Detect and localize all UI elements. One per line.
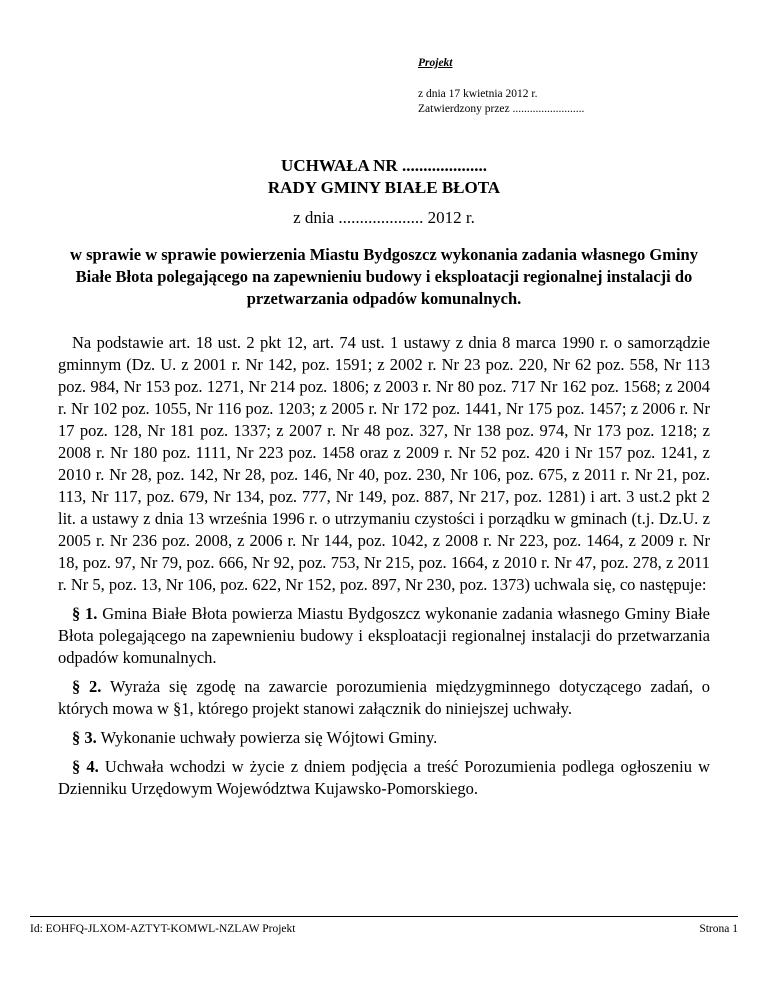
title-line-2: RADY GMINY BIAŁE BŁOTA (267, 178, 501, 197)
paragraph-2 (58, 676, 710, 720)
paragraph-number: § 2. (72, 677, 102, 696)
paragraph-text: Wykonanie uchwały powierza się Wójtowi Gminy. (96, 728, 438, 747)
paragraph-text: Wyraża się zgodę na zawarcie porozumienia międzygminnego dotyczącego zadań, o których mowa w §1, którego projekt stanowi załącznik do niniejszej uchwały. (58, 677, 711, 718)
paragraph-3 (58, 727, 710, 749)
footer-divider (30, 916, 738, 917)
paragraph-text: Gmina Białe Błota powierza Miastu Bydgoszcz wykonanie zadania własnego Gminy Białe Błota polegającego na zapewnieniu budowy i eksploatacji regionalnej instalacji do przetwarzania odpadów komunalnych. (58, 604, 711, 667)
resolution-title (0, 155, 768, 199)
paragraph-1 (58, 603, 710, 669)
footer-document-id: Id: EOHFQ-JLXOM-AZTYT-KOMWL-NZLAW Projekt (30, 923, 296, 935)
projekt-label: Projekt (418, 57, 453, 69)
paragraph-number: § 3. (72, 728, 97, 747)
paragraph-number: § 1. (72, 604, 98, 623)
footer-page-number: Strona 1 (699, 923, 738, 935)
paragraph-4 (58, 756, 710, 800)
header-approved: Zatwierdzony przez ......................... (418, 103, 585, 115)
resolution-body (58, 332, 710, 807)
preamble: Na podstawie art. 18 ust. 2 pkt 12, art. 74 ust. 1 ustawy z dnia 8 marca 1990 r. o samorządzie gminnym (Dz. U. z 2001 r. Nr 142, poz. 1591; z 2002 r. Nr 23 poz. 220, Nr 62 poz. 558, Nr 113 poz. 984, Nr 153 poz. 1271, Nr 214 poz. 1806; z 2003 r. Nr 80 poz. 717 Nr 162 poz. 1568; z 2004 r. Nr 102 poz. 1055, Nr 116 poz. 1203; z 2005 r. Nr 172 poz. 1441, Nr 175 poz. 1457; z 2006 r. Nr 17 poz. 128, Nr 181 poz. 1337; z 2007 r. Nr 48 poz. 327, Nr 138 poz. 974, Nr 173 poz. 1218; z 2008 r. Nr 180 poz. 1111, Nr 223 poz. 1458 oraz z 2009 r. Nr 52 poz. 420 i Nr 157 poz. 1241, z 2010 r. Nr 28, poz. 142, Nr 28, poz. 146, Nr 40, poz. 230, Nr 106, poz. 675, z 2011 r. Nr 21, poz. 113, Nr 117, poz. 679, Nr 134, poz. 777, Nr 149, poz. 887, Nr 217, poz. 1281) i art. 3 ust.2 pkt 2 lit. a ustawy z dnia 13 września 1996 r. o utrzymaniu czystości i porządku w gminach (t.j. Dz.U. z 2005 r. Nr 236 poz. 2008, z 2006 r. Nr 144, poz. 1042, z 2008 r. Nr 223, poz. 1464, z 2009 r. Nr 18, poz. 97, Nr 79, poz. 666, Nr 92, poz. 753, Nr 215, poz. 1664, z 2010 r. Nr 47, poz. 278, z 2011 r. Nr 5, poz. 13, Nr 106, poz. 622, Nr 152, poz. 897, Nr 230, poz. 1373) uchwala się, co następuje: (58, 333, 710, 594)
resolution-date: z dnia .................... 2012 r. (293, 208, 475, 227)
header-date: z dnia 17 kwietnia 2012 r. (418, 88, 538, 100)
paragraph-text: Uchwała wchodzi w życie z dniem podjęcia a treść Porozumienia podlega ogłoszeniu w Dzienniku Urzędowym Województwa Kujawsko-Pomorskiego. (58, 757, 710, 798)
title-line-1: UCHWAŁA NR .................... (281, 156, 487, 175)
resolution-subject: w sprawie w sprawie powierzenia Miastu Bydgoszcz wykonania zadania własnego Gminy Białe Błota polegającego na zapewnieniu budowy i eksploatacji regionalnej instalacji do przetwarzania odpadów komunalnych. (70, 245, 698, 308)
paragraph-number: § 4. (72, 757, 99, 776)
header-note (418, 56, 718, 117)
